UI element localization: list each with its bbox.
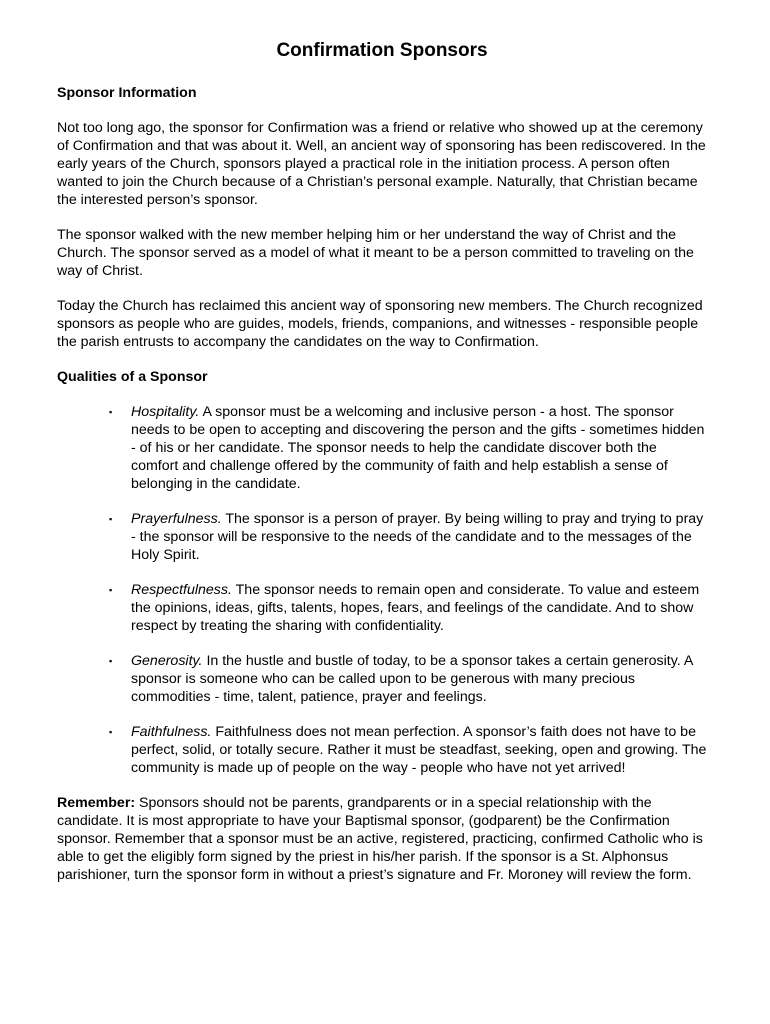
square-bullet-icon: ▪ xyxy=(109,727,113,737)
square-bullet-icon: ▪ xyxy=(109,514,113,524)
sponsor-info-paragraph-3: Today the Church has reclaimed this ancient way of sponsoring new members. The Church recognized sponsors as people who are guides, models, friends, companions, and witnesses - responsible people the parish entrusts to accompany the candidates on the way to Confirmation. xyxy=(57,298,703,350)
quality-item-respectfulness xyxy=(109,581,707,635)
quality-description: In the hustle and bustle of today, to be a sponsor takes a certain generosity. A sponsor is someone who can be called upon to be generous with many precious commodities - time, talent, patience, prayer and feelings. xyxy=(131,653,693,705)
quality-term: Prayerfulness. xyxy=(131,511,222,527)
remember-label: Remember: xyxy=(57,795,136,811)
quality-description: Faithfulness does not mean perfection. A sponsor’s faith does not have to be perfect, solid, or totally secure. Rather it must be steadfast, seeking, open and growing. The community is made up of people on the way - people who have not yet arrived! xyxy=(131,724,707,776)
square-bullet-icon: ▪ xyxy=(109,585,113,595)
quality-item-generosity xyxy=(109,652,707,706)
quality-item-faithfulness xyxy=(109,723,707,777)
sponsor-info-paragraph-1: Not too long ago, the sponsor for Confirmation was a friend or relative who showed up at the ceremony of Confirmation and that was about it. Well, an ancient way of sponsoring has been rediscovered. In the early years of the Church, sponsors played a practical role in the initiation process. A person often wanted to join the Church because of a Christian’s personal example. Naturally, that Christian became the interested person’s sponsor. xyxy=(57,120,706,208)
quality-description: The sponsor needs to remain open and considerate. To value and esteem the opinions, ideas, gifts, talents, hopes, fears, and feelings of the candidate. And to show respect by treating the sharing with confidentiality. xyxy=(131,582,700,634)
document-page xyxy=(57,36,707,901)
quality-term: Hospitality. xyxy=(131,404,200,420)
remember-paragraph xyxy=(57,794,707,884)
sponsor-info-paragraph-2: The sponsor walked with the new member helping him or her understand the way of Christ and the Church. The sponsor served as a model of what it meant to be a person committed to traveling on the way of Christ. xyxy=(57,227,694,279)
quality-term: Generosity. xyxy=(131,653,203,669)
page-title: Confirmation Sponsors xyxy=(276,40,488,61)
square-bullet-icon: ▪ xyxy=(109,407,113,417)
quality-item-prayerfulness xyxy=(109,510,707,564)
sponsor-information-heading: Sponsor Information xyxy=(57,85,197,101)
quality-description: A sponsor must be a welcoming and inclusive person - a host. The sponsor needs to be open to accepting and discovering the person and the gifts - sometimes hidden - of his or her candidate. The sponsor needs to help the candidate discover both the comfort and challenge offered by the community of faith and help establish a sense of belonging in the candidate. xyxy=(131,404,705,492)
quality-item-hospitality xyxy=(109,403,707,493)
remember-text: Sponsors should not be parents, grandparents or in a special relationship with the candidate. It is most appropriate to have your Baptismal sponsor, (godparent) be the Confirmation sponsor. Remember that a sponsor must be an active, registered, practicing, confirmed Catholic who is able to get the eligibly form signed by the priest in his/her parish. If the sponsor is a St. Alphonsus parishioner, turn the sponsor form in without a priest’s signature and Fr. Moroney will review the form. xyxy=(57,795,703,883)
quality-term: Respectfulness. xyxy=(131,582,232,598)
square-bullet-icon: ▪ xyxy=(109,656,113,666)
qualities-heading: Qualities of a Sponsor xyxy=(57,369,208,385)
quality-description: The sponsor is a person of prayer. By being willing to pray and trying to pray - the sponsor will be responsive to the needs of the candidate and to the messages of the Holy Spirit. xyxy=(131,511,704,563)
quality-term: Faithfulness. xyxy=(131,724,212,740)
qualities-list xyxy=(57,403,707,777)
